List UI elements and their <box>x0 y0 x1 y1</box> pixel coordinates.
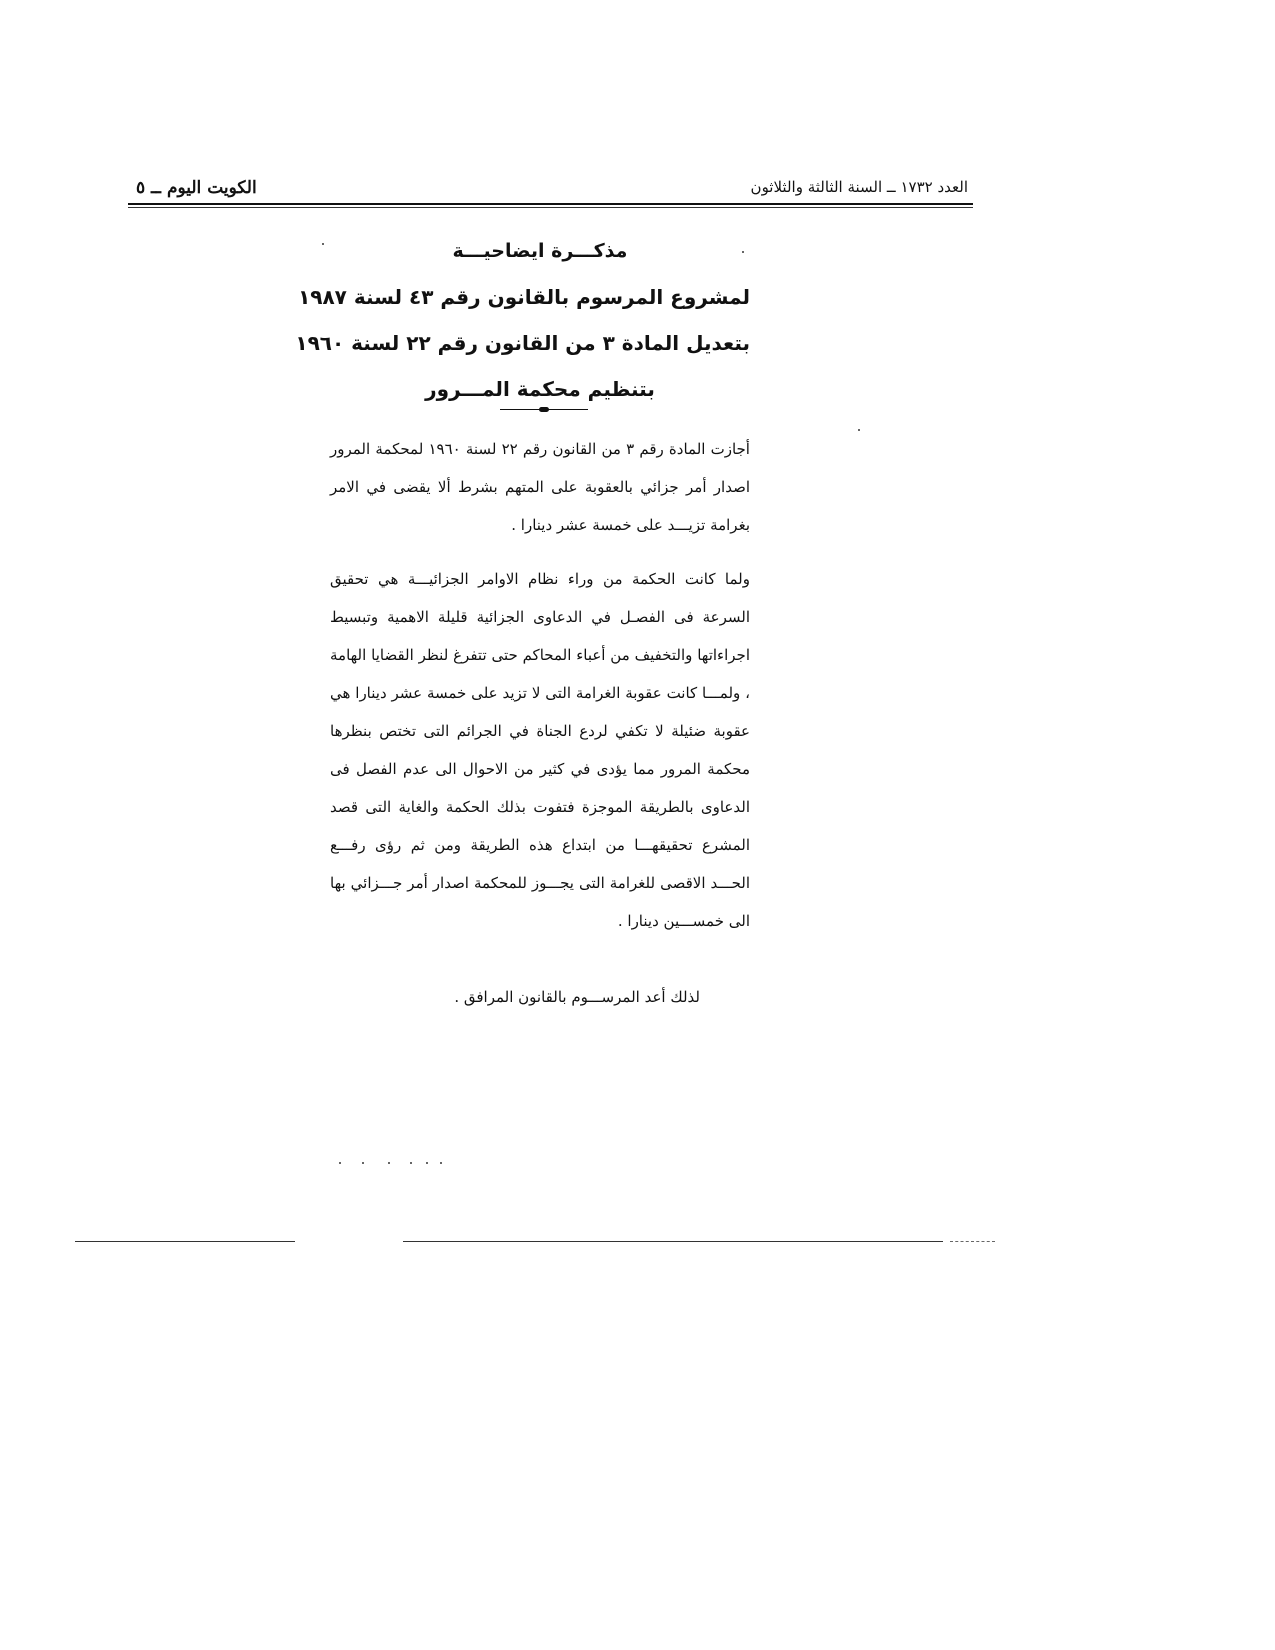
title-divider-ornament <box>500 408 588 411</box>
header-issue-info: العدد ١٧٣٢ ــ السنة الثالثة والثلاثون <box>750 178 968 196</box>
bottom-rule-dashed <box>950 1241 995 1242</box>
bottom-rule-right <box>403 1241 943 1242</box>
body-paragraph-1: أجازت المادة رقم ٣ من القانون رقم ٢٢ لسنة ١٩٦٠ لمحكمة المرور اصدار أمر جزائي بالعقوبة على المتهم بشرط ألا يقضى في الامر بغرامة تزيـــد على خمسة عشر دينارا . <box>330 440 750 534</box>
memo-title-line-4: بتنظيم محكمة المـــرور <box>425 377 655 401</box>
header-rule-thin <box>128 207 973 208</box>
header-publication: الكويت اليوم ــ ٥ <box>136 178 257 198</box>
memo-title-line-2: لمشروع المرسوم بالقانون رقم ٤٣ لسنة ١٩٨٧ <box>298 285 750 309</box>
closing-line: لذلك أعد المرســـوم بالقانون المرافق . <box>454 988 700 1006</box>
body-paragraph-2: ولما كانت الحكمة من وراء نظام الاوامر الجزائيـــة هي تحقيق السرعة فى الفصـل في الدعاوى الجزائية قليلة الاهمية وتبسيط اجراءاتها والتخفيف من أعباء المحاكم حتى تتفرغ لنظر القضايا الهامة ، ولمـــا كانت عقوبة الغرامة التى لا تزيد على خمسة عشر دينارا هي عقوبة ضئيلة لا تكفي لردع الجناة في الجرائم التى تختص بنظرها محكمة المرور مما يؤدى في كثير من الاحوال الى عدم الفصل فى الدعاوى بالطريقة الموجزة فتفوت بذلك الحكمة والغاية التى قصد المشرع تحقيقهـــا من ابتداع هذه الطريقة ومن ثم رؤى رفـــع الحـــد الاقصى للغرامة التى يجـــوز للمحكمة اصدار أمر جـــزائي بها الى خمســـين دينارا . <box>330 570 750 930</box>
memo-title <box>295 228 750 412</box>
bottom-rule-left <box>75 1241 295 1242</box>
memo-title-line-3: بتعديل المادة ٣ من القانون رقم ٢٢ لسنة ١٩٦٠ <box>295 331 750 355</box>
memo-title-heading: مذكـــرة ايضاحيـــة <box>452 240 628 262</box>
header-rule <box>128 203 973 205</box>
